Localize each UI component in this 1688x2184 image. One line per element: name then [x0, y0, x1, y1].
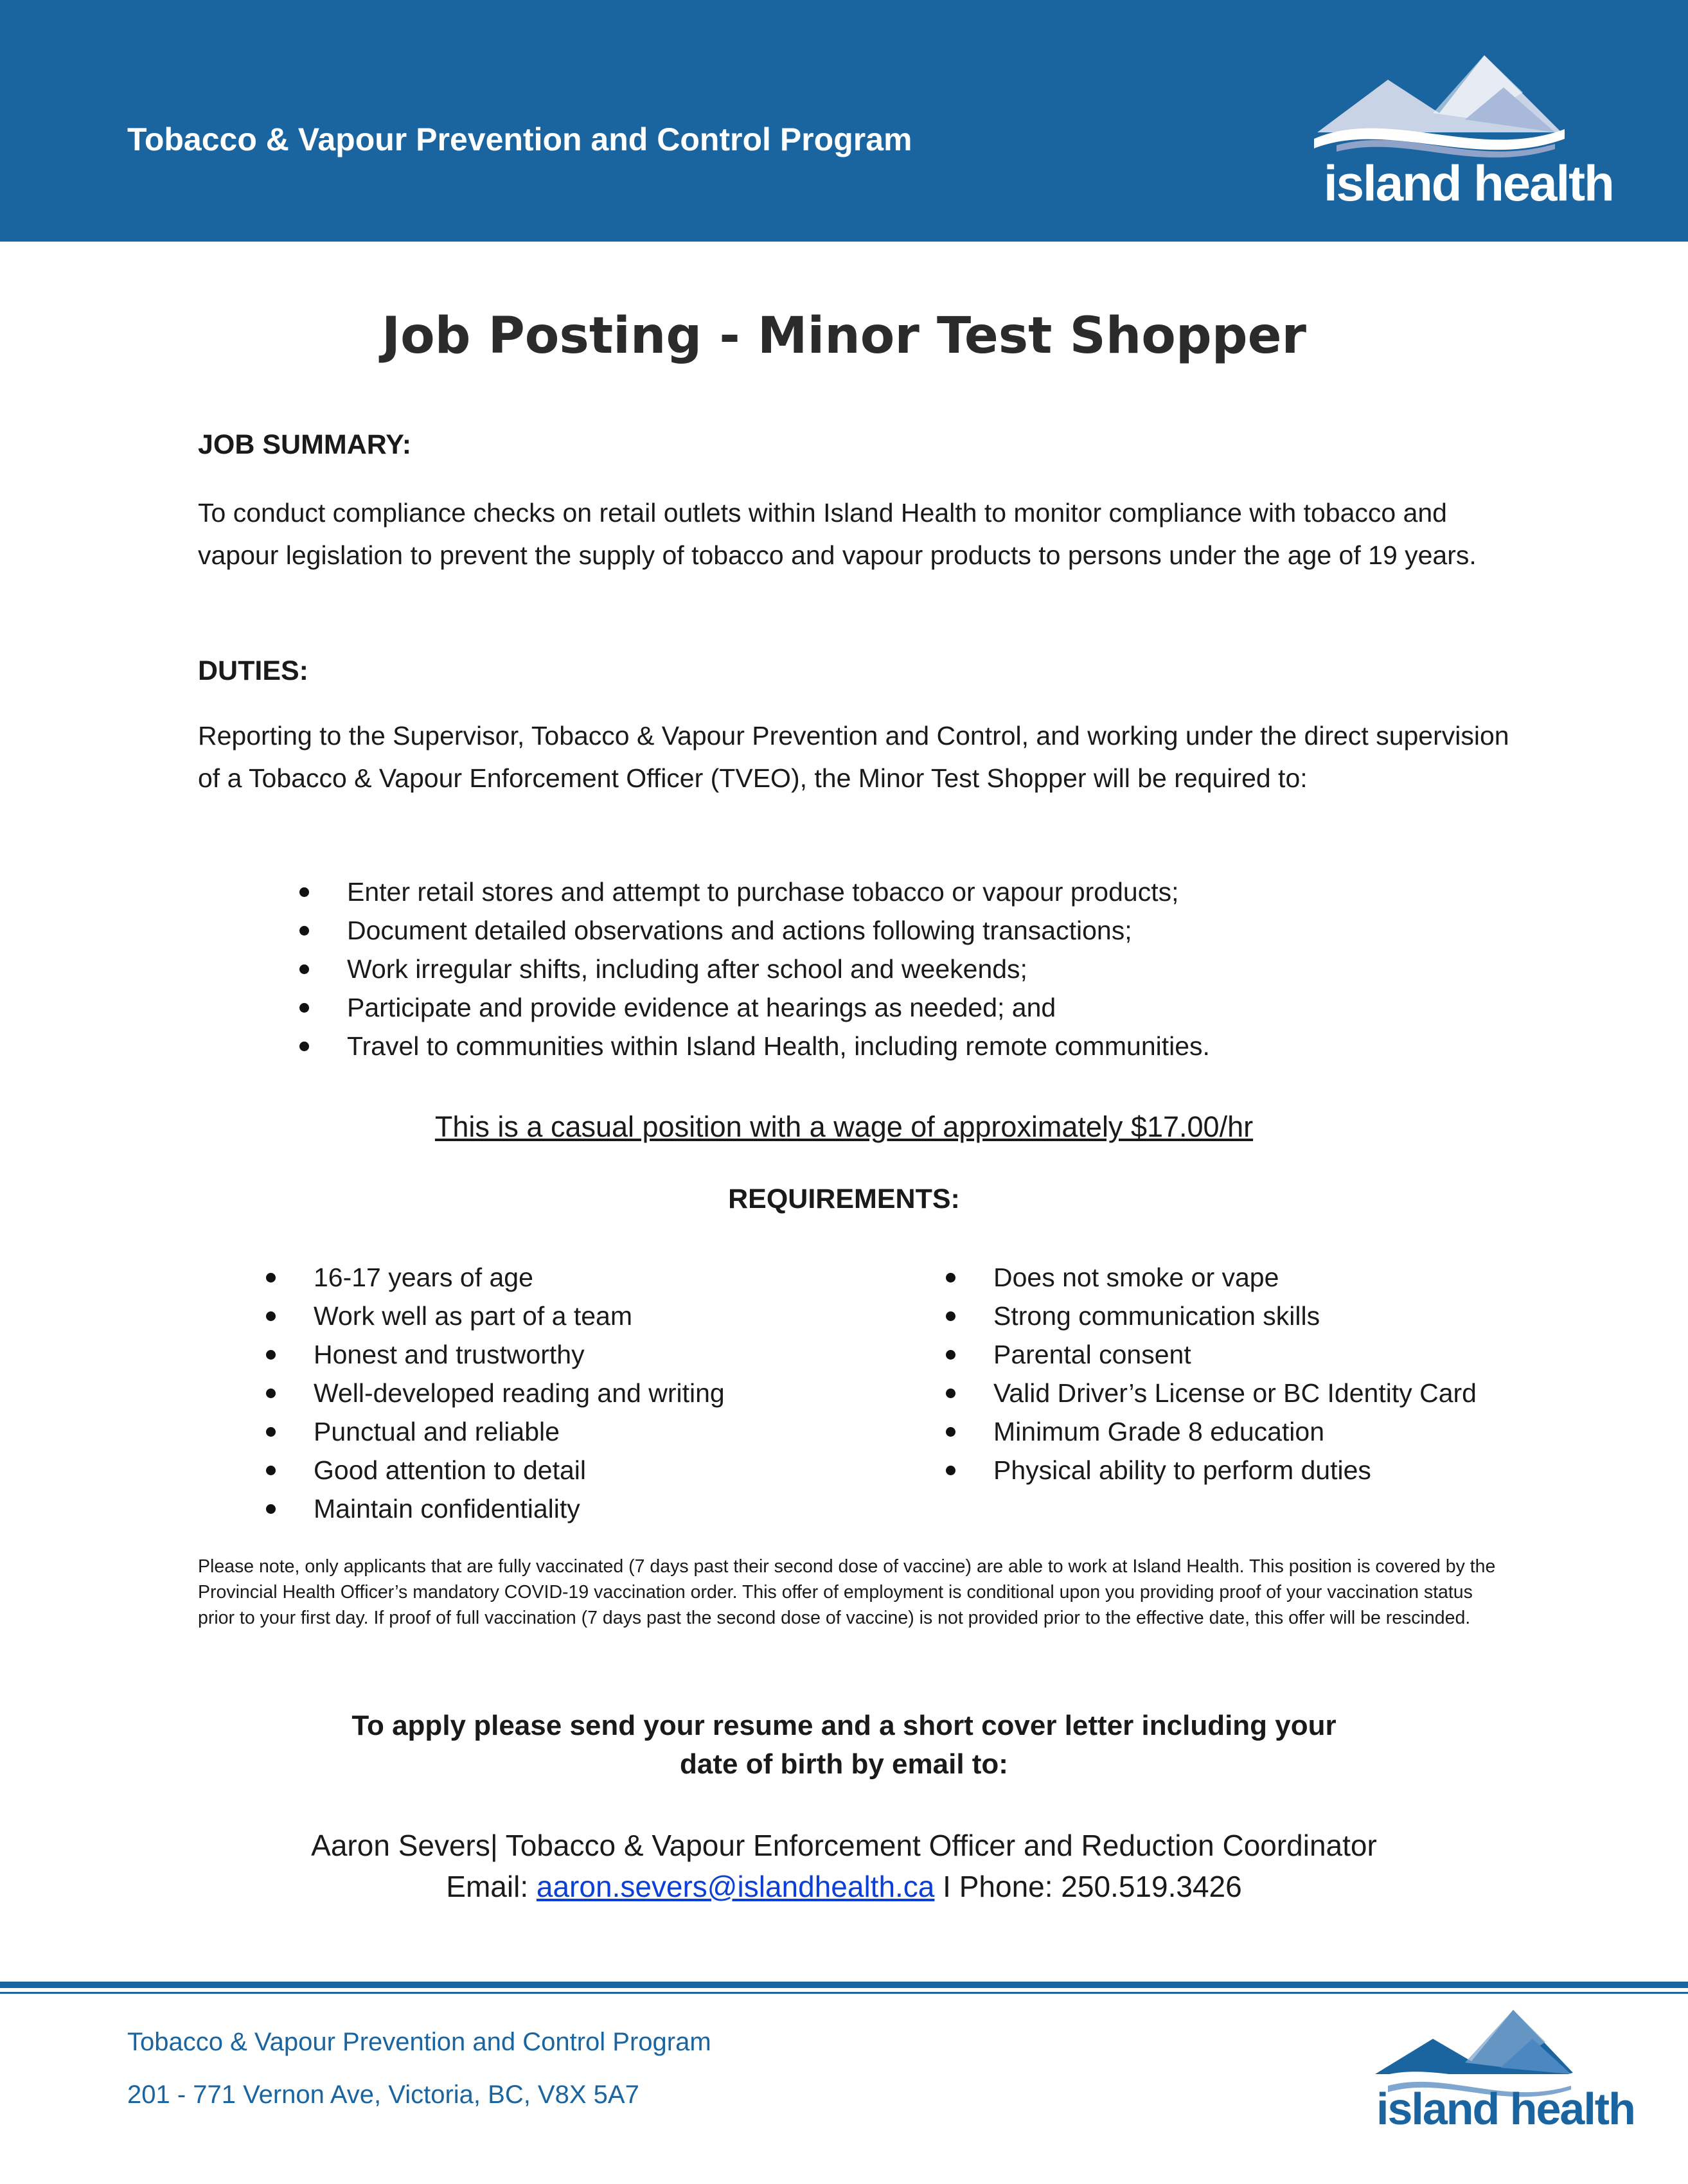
- footer-divider: [0, 1982, 1688, 1988]
- duties-heading: DUTIES:: [198, 655, 308, 686]
- page-title: Job Posting - Minor Test Shopper: [382, 307, 1306, 365]
- wage-statement: This is a casual position with a wage of approximately $17.00/hr: [434, 1110, 1254, 1143]
- duties-list: [296, 873, 1210, 1065]
- list-item: Parental consent: [942, 1335, 1477, 1374]
- job-summary-heading: JOB SUMMARY:: [198, 429, 412, 460]
- duties-intro: Reporting to the Supervisor, Tobacco & Vapour Prevention and Control, and working under the direct supervision of a Tobacco & Vapour Enforcement Officer (TVEO), the Minor Test Shopper will be required to:: [198, 721, 1509, 793]
- list-item: Document detailed observations and actions following transactions;: [296, 911, 1210, 950]
- apply-line-2: date of birth by email to:: [680, 1748, 1008, 1780]
- list-item: Honest and trustworthy: [262, 1335, 725, 1374]
- list-item: Participate and provide evidence at hearings as needed; and: [296, 988, 1210, 1027]
- list-item: Work well as part of a team: [262, 1297, 725, 1335]
- requirements-list-right: [942, 1258, 1477, 1489]
- requirements-list-left: [262, 1258, 725, 1528]
- email-link[interactable]: aaron.severs@islandhealth.ca: [536, 1870, 935, 1903]
- apply-line-1: To apply please send your resume and a short cover letter including your: [351, 1710, 1337, 1741]
- list-item: Travel to communities within Island Health, including remote communities.: [296, 1027, 1210, 1065]
- apply-instructions: [0, 1707, 1688, 1784]
- list-item: Minimum Grade 8 education: [942, 1412, 1477, 1451]
- list-item: 16-17 years of age: [262, 1258, 725, 1297]
- logo-text: island health: [1324, 155, 1613, 211]
- contact-block: [0, 1825, 1688, 1907]
- footer-program: Tobacco & Vapour Prevention and Control Program: [127, 2028, 711, 2056]
- list-item: Strong communication skills: [942, 1297, 1477, 1335]
- requirements-heading: REQUIREMENTS:: [728, 1184, 960, 1214]
- footer-divider-thin: [0, 1992, 1688, 1994]
- list-item: Does not smoke or vape: [942, 1258, 1477, 1297]
- footer-logo-text: island health: [1376, 2084, 1635, 2134]
- contact-email-line: [0, 1866, 1688, 1907]
- vaccination-note: Please note, only applicants that are fully vaccinated (7 days past their second dose of vaccine) are able to work at Island Health. This position is covered by the Provincial Health Officer’s mandatory COVID-19 vaccination order. This offer of employment is conditional upon you providing proof of your vaccination status prior to your first day. If proof of full vaccination (7 days past the second dose of vaccine) is not provided prior to the effective date, this offer will be rescinded.: [198, 1556, 1496, 1628]
- list-item: Maintain confidentiality: [262, 1489, 725, 1528]
- list-item: Physical ability to perform duties: [942, 1451, 1477, 1489]
- list-item: Valid Driver’s License or BC Identity Card: [942, 1374, 1477, 1412]
- list-item: Enter retail stores and attempt to purchase tobacco or vapour products;: [296, 873, 1210, 911]
- list-item: Well-developed reading and writing: [262, 1374, 725, 1412]
- job-summary-text: To conduct compliance checks on retail outlets within Island Health to monitor compliance with tobacco and vapour legislation to prevent the supply of tobacco and vapour products to persons under the age of 19 years.: [198, 498, 1477, 570]
- program-title: Tobacco & Vapour Prevention and Control Program: [127, 121, 912, 157]
- list-item: Work irregular shifts, including after school and weekends;: [296, 950, 1210, 988]
- footer-address: 201 - 771 Vernon Ave, Victoria, BC, V8X 5A7: [127, 2081, 639, 2109]
- list-item: Good attention to detail: [262, 1451, 725, 1489]
- contact-name-line: Aaron Severs| Tobacco & Vapour Enforcement Officer and Reduction Coordinator: [311, 1829, 1377, 1862]
- email-label: Email:: [446, 1870, 537, 1903]
- phone-text: I Phone: 250.519.3426: [934, 1870, 1242, 1903]
- list-item: Punctual and reliable: [262, 1412, 725, 1451]
- header-band: [0, 0, 1688, 242]
